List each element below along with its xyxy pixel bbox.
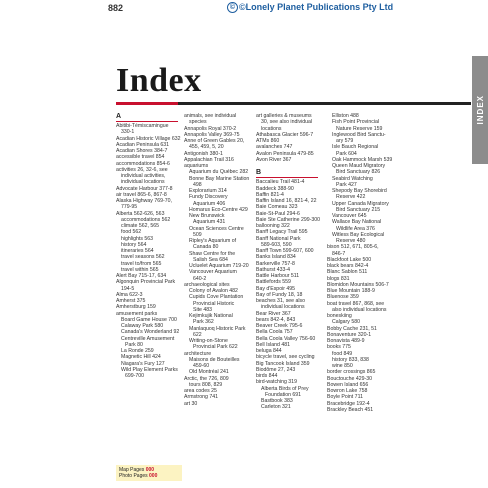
index-entry: Aquarium 406	[193, 200, 226, 207]
index-entry: Avon River 367	[256, 156, 292, 163]
index-entry: beluga 844	[256, 348, 282, 354]
index-column-1	[116, 113, 186, 379]
index-entry: La Ronde 259	[121, 348, 154, 354]
index-entry: Niagara's Fury 127	[121, 360, 165, 367]
index-entry: Ocean Sciences Centre	[189, 225, 244, 232]
index-entry: Inglewood Bird Sanctu-	[332, 131, 386, 138]
index-entry: bicycle travel, see cycling	[256, 354, 315, 361]
index-entry: boneskiing	[327, 313, 352, 319]
index-entry: Vancouver Aquarium	[189, 269, 237, 276]
index-entry: ATMs 860	[256, 138, 280, 144]
index-entry: climate 562, 565	[121, 223, 160, 229]
index-entry: Colony of Avalon 482	[189, 288, 238, 294]
index-entry: bison 512, 671, 805-6,	[327, 244, 379, 251]
copyright-icon: ©	[227, 2, 238, 13]
index-entry: Park 604	[336, 150, 357, 157]
index-entry: accommodations 562	[121, 216, 171, 223]
index-entry: Park 362	[193, 319, 214, 326]
index-entry: Queen Maud Migratory	[332, 163, 386, 169]
index-entry: animals, see individual	[184, 113, 237, 119]
index-column-2	[184, 113, 254, 407]
index-entry: activities 26, 32-6, see	[116, 166, 168, 173]
section-letter: A	[116, 113, 178, 122]
index-entry: Upper Canada Migratory	[332, 200, 389, 207]
index-entry: Seabird Watching	[332, 175, 373, 182]
index-entry: Park 80	[125, 341, 143, 348]
index-entry: Alma 622-3	[116, 291, 143, 298]
index-entry: 589-603, 590	[261, 241, 292, 248]
index-entry: Bird Sanctuary 215	[336, 206, 381, 213]
index-entry: Antigonish 380-1	[184, 150, 223, 157]
index-entry: bears 842-4, 843	[256, 316, 296, 323]
index-entry: Bouctouche 429-30	[327, 375, 372, 382]
index-entry: individual activities,	[121, 173, 166, 179]
index-entry: Canada 80	[193, 244, 219, 251]
index-entry: species	[189, 119, 207, 126]
page-title: Index	[116, 62, 202, 99]
legend-map-pages: Map Pages 000	[119, 467, 155, 473]
index-entry: Bonaventure 320-1	[327, 331, 372, 338]
index-entry: Bay d'Espoir 495	[256, 285, 296, 292]
index-entry: also individual locations	[332, 306, 387, 313]
index-entry: Appalachian Trail 316	[184, 156, 234, 163]
index-entry: accommodations 854-6	[116, 160, 170, 167]
index-entry: Banff Legacy Trail 595	[256, 229, 308, 236]
index-entry: boat travel 867, 868, see	[327, 300, 385, 307]
index-entry: Homarus Eco-Centre 429	[189, 206, 248, 213]
index-entry: Wallace Bay National	[332, 219, 382, 226]
index-entry: Oak Hammock Marsh 539	[332, 156, 393, 163]
index-entry: Provincial Park 622	[193, 344, 238, 351]
index-entry: Alberta Birds of Prey	[261, 385, 309, 392]
index-entry: Calgary 580	[332, 319, 360, 326]
index-entry: Barkerville 757-8	[256, 260, 295, 267]
index-entry: Bell Island 481	[256, 341, 291, 348]
index-entry: Acadian Historic Village 632	[116, 135, 181, 142]
copyright-text: ©Lonely Planet Publications Pty Ltd	[239, 2, 394, 12]
index-entry: Aquarium du Québec 282	[189, 169, 249, 176]
index-entry: ary 579	[336, 138, 354, 144]
index-entry: 455, 459, 5, 20	[189, 144, 224, 151]
index-entry: Bowen Island 656	[327, 381, 369, 388]
index-entry: Amherstburg 159	[116, 304, 156, 311]
index-entry: food 849	[332, 350, 353, 357]
side-tab-label: INDEX	[475, 95, 485, 125]
section-letter: B	[256, 169, 318, 178]
index-entry: Board Game House 700	[121, 316, 177, 323]
index-entry: 622	[193, 331, 202, 338]
index-entry: Bluenose 359	[327, 294, 359, 301]
index-entry: birds 844	[256, 373, 278, 379]
index-entry: history 833, 838	[332, 356, 369, 363]
index-entry: Acadian Peninsula 631	[116, 141, 170, 148]
index-entry: Shepody Bay Shorebird	[332, 188, 387, 194]
index-entry: Fish Point Provincial	[332, 119, 379, 126]
index-entry: food 562	[121, 229, 142, 236]
index-entry: individual locations	[261, 304, 305, 311]
index-entry: Calaway Park 580	[121, 323, 164, 329]
index-entry: ballooning 322	[256, 223, 290, 229]
index-entry: 498	[193, 181, 202, 188]
index-entry: Alaska Highway 769-70,	[116, 198, 172, 204]
index-entry: Bowron Lake 758	[327, 388, 368, 394]
index-entry: New Brunswick	[189, 213, 225, 219]
index-entry: Biodôme 27, 243	[256, 366, 296, 373]
title-rule-accent	[116, 102, 178, 105]
index-entry: books 775	[327, 344, 351, 351]
index-entry: Beaver Creek 795-6	[256, 323, 303, 329]
index-entry: Provincial Historic	[193, 300, 235, 307]
index-entry: highlights 563	[121, 235, 154, 242]
index-entry: Bobby Cache 231, 51	[327, 325, 377, 332]
index-entry: Explorarium 314	[189, 188, 227, 194]
index-entry: Bay of Fundy 18, 18	[256, 291, 303, 298]
index-entry: travel to/from 565	[121, 260, 162, 267]
index-entry: Witless Bay Ecological	[332, 231, 385, 238]
index-entry: 30, see also individual	[261, 119, 313, 126]
index-entry: Battle Harbour 511	[256, 273, 300, 279]
index-entry: Reserve 480	[336, 238, 366, 244]
index-entry: 846-7	[332, 250, 346, 257]
index-entry: Salish Sea 684	[193, 256, 228, 263]
index-entry: Ripley's Aquarium of	[189, 238, 237, 244]
index-entry: travel within 565	[121, 266, 159, 273]
index-entry: travel seasons 562	[121, 254, 165, 261]
index-entry: Foundation 691	[265, 391, 302, 398]
index-entry: Bonne Bay Marine Station	[189, 175, 250, 182]
index-entry: Kejimkujik National	[189, 313, 233, 319]
index-entry: Centreville Amusement	[121, 335, 175, 342]
index-entry: Maisons de Bouteilles	[189, 356, 240, 363]
index-entry: bird-watching 319	[256, 379, 297, 386]
index-entry: Athabasca Glacier 596-7	[256, 131, 314, 138]
index-entry: accessible travel 854	[116, 154, 165, 161]
index-entry: beaches 31, see also	[256, 298, 306, 304]
index-entry: area codes 25	[184, 388, 217, 394]
index-entry: Baffin Island 16, 821-4, 22	[256, 198, 317, 204]
index-entry: avalanches 747	[256, 144, 293, 151]
index-entry: Bastbook 383	[261, 398, 293, 404]
index-entry: 779-95	[121, 204, 138, 211]
index-entry: Baie-St-Paul 294-6	[256, 210, 300, 217]
index-entry: Baffin 821-4	[256, 191, 284, 198]
index-column-4	[327, 113, 397, 413]
index-entry: Bird Sanctuary 826	[336, 169, 381, 176]
page-legend	[116, 465, 182, 481]
index-entry: Banff National Park	[256, 235, 301, 242]
index-entry: archaeological sites	[184, 281, 230, 288]
index-entry: individual locations	[121, 179, 165, 186]
index-entry: air travel 865-6, 867-8	[116, 191, 167, 198]
index-entry: Bella Coola Valley 756-60	[256, 335, 316, 342]
index-entry: Wild Play Element Parks	[121, 366, 178, 373]
index-entry: Vancouver 645	[332, 213, 367, 219]
index-entry: 509	[193, 231, 202, 238]
index-entry: tours 808, 829	[189, 381, 223, 388]
index-entry: Manlaquoq Historic Park	[189, 325, 246, 332]
index-entry: Canada's Wonderland 92	[121, 329, 180, 336]
index-entry: Big Tancook Island 359	[256, 360, 310, 367]
index-entry: Carleton 321	[261, 404, 291, 411]
index-entry: 459-60	[193, 363, 210, 369]
index-entry: 699-700	[125, 373, 145, 379]
index-entry: Shaw Centre for the	[189, 250, 236, 257]
index-entry: Algonquin Provincial Park	[116, 279, 176, 286]
index-entry: 330-1	[121, 129, 135, 136]
index-entry: art 30	[184, 400, 198, 407]
index-entry: Bathurst 433-4	[256, 266, 291, 273]
index-entry: Baie Comeau 323	[256, 204, 298, 211]
index-entry: architecture	[184, 350, 212, 357]
index-entry: Armstrong 741	[184, 394, 219, 401]
index-entry: Banff Town 599-607, 600	[256, 248, 314, 254]
legend-photo-pages: Photo Pages 000	[119, 473, 158, 479]
index-entry: Alert Bay 715-17, 634	[116, 273, 167, 279]
index-entry: Arctic, the 726, 809	[184, 375, 229, 382]
index-entry: Bonavista 489-9	[327, 338, 365, 344]
index-entry: Avalon Peninsula 479-85	[256, 150, 314, 157]
index-entry: Acadian Shores 384-7	[116, 148, 168, 154]
index-entry: Boyle Point 711	[327, 394, 363, 401]
index-entry: Isle Bauch Regional	[332, 144, 379, 151]
index-entry: Banks Island 834	[256, 254, 296, 261]
index-entry: Blanc Sablon 511	[327, 269, 368, 276]
index-entry: wine 850	[332, 363, 353, 369]
index-column-3	[256, 113, 326, 411]
index-entry: Ucluelet Aquarium 719-20	[189, 263, 249, 269]
index-entry: Aquarium 431	[193, 219, 226, 226]
index-entry: Blomidon Mountains 506-7	[327, 281, 389, 288]
index-entry: Wildlife Area 376	[336, 225, 375, 232]
page-number: 882	[108, 3, 124, 13]
index-entry: art galleries & museums	[256, 113, 312, 119]
index-entry: Abitibi-Témiscamingue	[116, 123, 169, 129]
index-entry: Baddeck 388-90	[256, 185, 294, 192]
index-entry: Park 427	[336, 181, 357, 188]
index-entry: blogs 831	[327, 275, 350, 282]
index-entry: itineraries 564	[121, 248, 154, 254]
index-entry: border crossings 865	[327, 369, 376, 376]
index-entry: Anne of Green Gables 20,	[184, 138, 245, 144]
index-entry: Bella Coola 757	[256, 329, 293, 336]
index-entry: Baie Ste Catherine 299-300	[256, 216, 321, 223]
index-entry: Amherst 375	[116, 298, 146, 304]
index-entry: Writing-on-Stone	[189, 338, 228, 344]
index-entry: Blackfoot Lake 500	[327, 256, 372, 263]
index-entry: Annapolis Royal 370-2	[184, 125, 237, 132]
index-entry: Bear River 367	[256, 310, 291, 317]
index-entry: Advocate Harbour 377-8	[116, 185, 173, 192]
index-entry: Baccalieu Trail 481-4	[256, 179, 305, 186]
index-entry: Reserve 422	[336, 194, 366, 201]
index-entry: black bears 842-4	[327, 263, 369, 269]
index-entry: Battlefords 559	[256, 279, 291, 286]
index-entry: amusement parks	[116, 310, 158, 317]
index-entry: 194-5	[121, 285, 135, 292]
index-entry: Alberta 562-626, 563	[116, 210, 165, 217]
index-entry: Nature Reserve 159	[336, 125, 383, 132]
index-entry: Blue Mountain 188-9	[327, 288, 375, 294]
index-entry: Cupids Cove Plantation	[189, 294, 244, 301]
side-index-tab	[472, 56, 488, 164]
index-entry: history 564	[121, 241, 147, 248]
index-entry: Elliston 488	[332, 113, 359, 119]
index-entry: Magnetic Hill 424	[121, 354, 161, 361]
index-entry: Old Montréal 241	[189, 369, 229, 376]
index-entry: Annapolis Valley 369-75	[184, 131, 240, 138]
index-entry: Brackley Beach 451	[327, 406, 374, 413]
index-entry: locations	[261, 125, 282, 132]
index-entry: Site 483	[193, 306, 213, 313]
index-entry: Fundy Discovery	[189, 194, 228, 201]
copyright-notice	[227, 2, 393, 13]
index-entry: Bracebridge 192-4	[327, 400, 370, 407]
index-entry: aquariums	[184, 163, 209, 169]
index-entry: 640-2	[193, 275, 207, 282]
